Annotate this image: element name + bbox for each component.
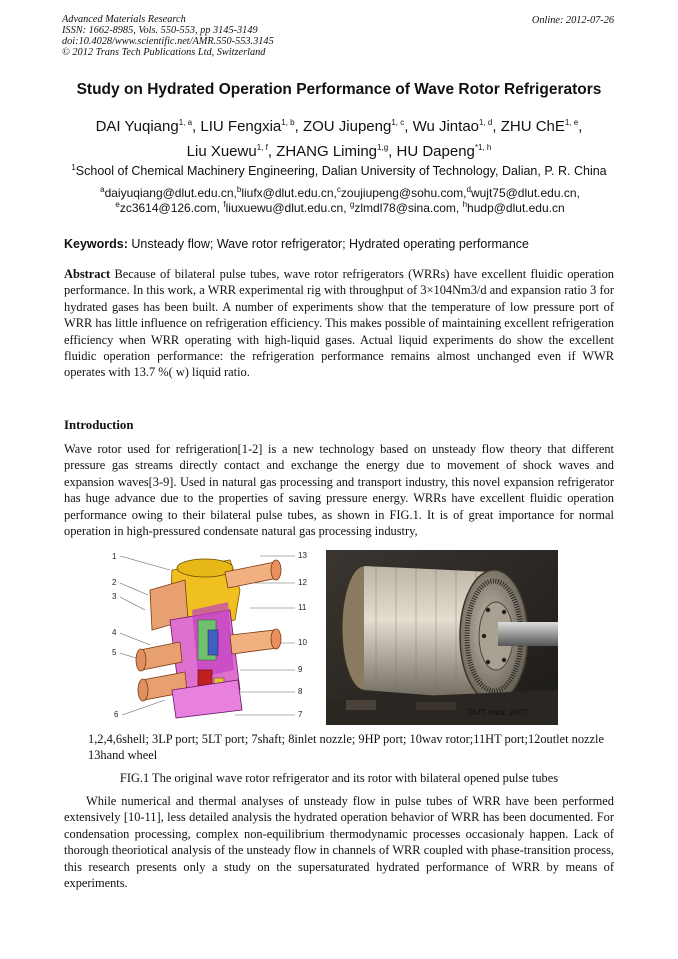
photo-label: DUT rotor, 2007 [468,707,529,717]
doi-line: doi:10.4028/www.scientific.net/AMR.550-553.3145 [62,36,274,47]
wave-rotor-schematic: 1 2 3 4 5 6 13 12 11 10 9 8 7 [112,551,307,719]
copyright-line: © 2012 Trans Tech Publications Ltd, Switzerland [62,47,266,58]
email-link[interactable]: hudp@dlut.edu.cn [467,201,565,215]
email-link[interactable]: daiyuqiang@dlut.edu.cn, [104,186,237,200]
figure-parts-legend: 1,2,4,6shell; 3LP port; 5LT port; 7shaft; 8inlet nozzle; 9HP port; 10wav rotor;11HT port;12outlet nozzle 13hand wheel [88,732,604,763]
section-heading-introduction: Introduction [64,418,134,432]
affiliation: $^1$School of Chemical Machinery Engineering, Dalian University of Technology, Dalian, P. R. China [71,162,607,178]
email-link[interactable]: zc3614@126.com, [119,201,221,215]
rotor-photograph [326,550,558,725]
author-list: DAI Yuqiang$^{1, a}$, LIU Fengxia$^{1, b}$, ZOU Jiupeng$^{1, c}$, Wu Jintao$^{1, d}$, ZHU ChE$^{1, e}$, Liu Xuewu$^{1, f}$, ZHANG Liming$^{1,g}$, HU Dapeng$^{*1, h}$ [95,118,583,160]
email-link[interactable]: zlmdl78@sina.com, [354,201,460,215]
author-emails: $^a$daiyuqiang@dlut.edu.cn,$^b$liufx@dlut.edu.cn,$^c$zoujiupeng@sohu.com,$^d$wujt75@dlut.edu.cn, $^e$zc3614@126.com, $^f$liuxuewu@dlut.edu.cn, $^g$zlmdl78@sina.com, $^h$hudp@dlut.edu.cn [100,185,580,215]
online-date: Online: 2012-07-26 [531,15,614,26]
issn-line: ISSN: 1662-8985, Vols. 550-553, pp 3145-3149 [62,25,258,36]
email-link[interactable]: zoujiupeng@sohu.com, [340,186,467,200]
figure-caption: FIG.1 The original wave rotor refrigerator and its rotor with bilateral opened pulse tubes [119,771,559,785]
keywords: Keywords: Unsteady flow; Wave rotor refrigerator; Hydrated operating performance [64,237,530,251]
journal-name: Advanced Materials Research [62,14,186,25]
intro-paragraph-1: Wave rotor used for refrigeration[1-2] is a new technology based on unsteady flow theory that different pressure gas streams directly contact and exchange the energy due to movement of shock waves and expansion waves[3-9]. Used in natural gas processing and transport industry, this novel expansion refrigerator has huge advance due to the properties of saving pressure energy. WRRs have excellent fluidic operation performance owing to their bilateral pulse tubes, as shown in FIG.1. It is of great importance for normal operation in high-pressured condensate natural gas processing industry, [64,442,614,539]
email-link[interactable]: liuxuewu@dlut.edu.cn, [225,201,347,215]
paper-title: Study on Hydrated Operation Performance of Wave Rotor Refrigerators [76,81,602,98]
email-link[interactable]: wujt75@dlut.edu.cn, [470,186,580,200]
intro-paragraph-2: While numerical and thermal analyses of unsteady flow in pulse tubes of WRR have been performed extensively [10-11], less detailed analysis the hydrated operation behavior of WRR has been documented. For condensation processing, complex non-equilibrium thermodynamic processes occasionaly happen. Lack of thorough theoriotical analysis of the unsteady flow in channels of WRR coupled with phase-transition process, this research presents only a study on the supersaturated hydrated performance of WRR by means of experiments. [64,794,614,891]
email-link[interactable]: liufx@dlut.edu.cn, [241,186,337,200]
abstract: Abstract Because of bilateral pulse tubes, wave rotor refrigerators (WRRs) have excellent fluidic operation performance. In this work, a WRR experimental rig with throughput of 3×104Nm3/d and expansion ratio 3 for hydrated gases has been built. A number of experiments show that the temperature of low pressure port of WRR has little influence on refrigeration efficiency. This makes possible of maintaining excellent refrigeration efficiency when WRR operating with high-liquid gases. Actual liquid experiments do show the excellent fluidic operation performance: the refrigeration performance remains almost unchanged even if WWR operates with 13.7 %( w) liquid ratio. [64,267,614,380]
